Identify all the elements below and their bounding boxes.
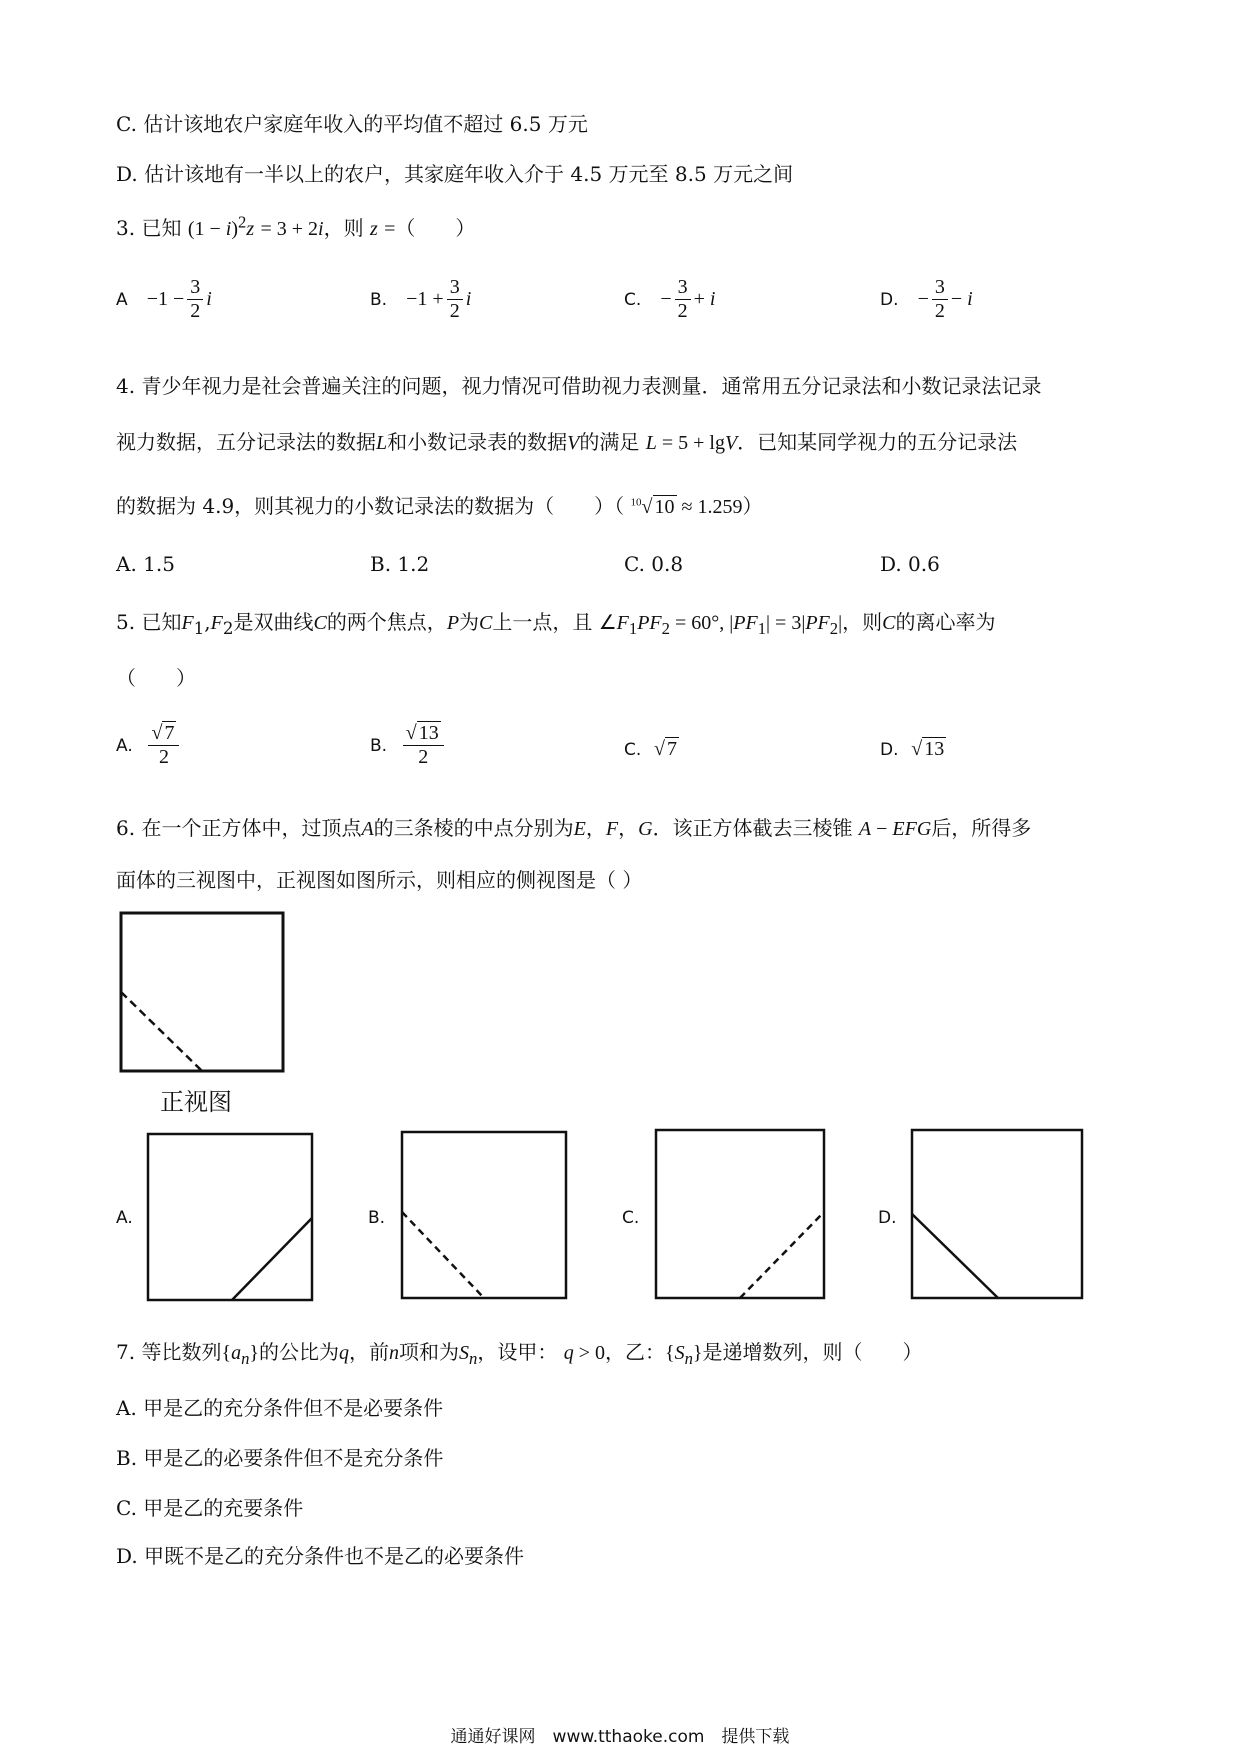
q2-option-d: D. 估计该地有一半以上的农户，其家庭年收入介于 4.5 万元至 8.5 万元之间 [116,162,794,186]
q4-line2: 视力数据，五分记录法的数据L和小数记录表的数据V的满足 L = 5 + lgV．已知某同学视力的五分记录法 [116,430,1018,454]
q3-stem: 3. 已知 $(1 - i)^2z = 3 + 2i$，则 z =（ ） [116,212,476,240]
q2-option-c: C. 估计该地农户家庭年收入的平均值不超过 6.5 万元 [116,112,588,136]
q4-line1: 4. 青少年视力是社会普遍关注的问题，视力情况可借助视力表测量．通常用五分记录法和小数记录法记录 [116,374,1042,398]
q3-option-a: A −1 − $\frac{3}{2}$ i [116,276,212,322]
q6-option-b-figure [400,1130,570,1302]
q7-option-d: D. 甲既不是乙的充分条件也不是乙的必要条件 [116,1544,525,1568]
front-view-caption: 正视图 [160,1088,232,1116]
page-footer: 通通好课网 www.tthaoke.com 提供下载 [450,1727,790,1747]
q5-line1: 5. 已知$F_1,F_2$是双曲线C的两个焦点，P为C上一点，且 $\angle F_1PF_2 = 60^\circ$, $|PF_1| = 3|PF_2|$，则C的离心率为 [116,610,996,638]
q5-line2: （ ） [116,666,196,690]
q5-option-a: A. $\frac{√ 7}{2}$ [116,722,182,769]
q6-option-a-figure [146,1132,316,1304]
q3-option-c: C. − $\frac{3}{2}$ + i [624,276,716,322]
q6-option-d-figure [910,1128,1086,1302]
q6-option-b-label: B. [368,1208,386,1228]
q7-option-a: A. 甲是乙的充分条件但不是必要条件 [116,1396,444,1420]
q6-option-d-label: D. [878,1208,897,1228]
q4-option-c: C. 0.8 [624,552,684,576]
q6-line2: 面体的三视图中，正视图如图所示，则相应的侧视图是（ ） [116,868,643,892]
q4-option-a: A. 1.5 [116,552,175,576]
q5-option-b: B. $\frac{√ 13}{2}$ [370,722,447,769]
q7-option-b: B. 甲是乙的必要条件但不是充分条件 [116,1446,444,1470]
q4-line3: 的数据为 4.9，则其视力的小数记录法的数据为（ ）（ $^{10}$√ 10 ≈ 1.259） [116,494,763,518]
q4-option-b: B. 1.2 [370,552,430,576]
q6-line1: 6. 在一个正方体中，过顶点A的三条棱的中点分别为E，F，G．该正方体截去三棱锥 A − EFG后，所得多 [116,816,1032,840]
q7-line1: 7. 等比数列$\{a_n\}$的公比为q，前n项和为$S_n$，设甲： q > 0，乙：$\{S_n\}$是递增数列，则（ ） [116,1340,923,1368]
q3-option-b: B. −1 + $\frac{3}{2}$ i [370,276,472,322]
q6-option-c-figure [654,1128,828,1302]
front-view-figure [118,910,288,1074]
q7-option-c: C. 甲是乙的充要条件 [116,1496,304,1520]
q5-option-c: C. √ 7 [624,738,677,760]
q6-option-c-label: C. [622,1208,640,1228]
q4-option-d: D. 0.6 [880,552,940,576]
q6-option-a-label: A. [116,1208,133,1228]
q5-option-d: D. √ 13 [880,738,945,760]
q3-option-d: D. − $\frac{3}{2}$ − i [880,276,973,322]
